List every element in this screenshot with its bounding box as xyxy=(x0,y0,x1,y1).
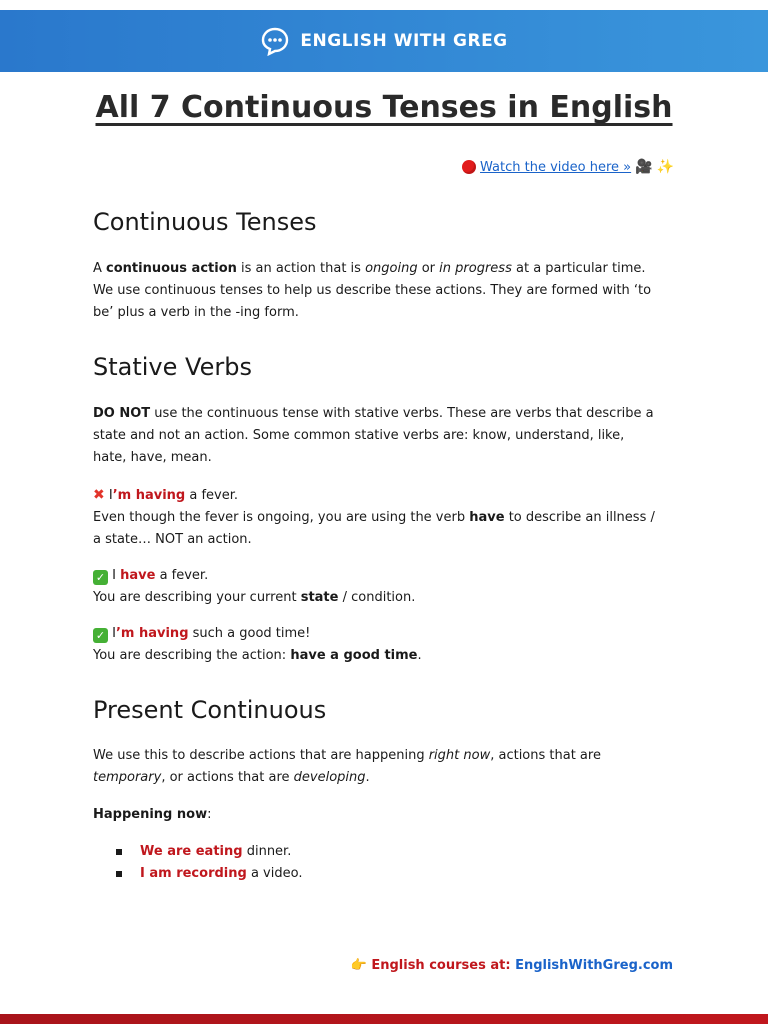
text: use the continuous tense with stative verbs. These are verbs that describe a xyxy=(150,406,654,421)
text: I xyxy=(108,568,121,583)
text: is an action that is xyxy=(236,261,366,276)
video-camera-icon: 🎥 xyxy=(635,159,653,175)
text-bold: Happening now xyxy=(93,807,208,822)
check-mark-icon: ✓ xyxy=(93,628,108,643)
subheading-happening-now xyxy=(93,804,678,826)
footer-courses xyxy=(351,958,673,973)
text-bold: have xyxy=(469,510,505,525)
chat-bubble-icon xyxy=(260,26,290,56)
text: : xyxy=(207,807,212,822)
text: I xyxy=(108,626,116,641)
footer-site-link[interactable]: EnglishWithGreg.com xyxy=(515,958,673,973)
text: . xyxy=(365,770,370,785)
text: a fever. xyxy=(185,488,239,503)
list-item xyxy=(93,841,678,863)
continuous-paragraph xyxy=(93,258,678,324)
present-paragraph xyxy=(93,745,678,789)
text-highlight: I am recording xyxy=(140,866,247,881)
text: You are describing your current xyxy=(93,590,301,605)
header-banner xyxy=(0,10,768,72)
video-link-row xyxy=(462,159,674,175)
text: a video. xyxy=(246,866,303,881)
example-correct-2 xyxy=(93,623,678,667)
example-incorrect xyxy=(93,484,678,551)
text: We use continuous tenses to help us describe these actions. They are formed with ‘to xyxy=(93,283,652,298)
text-highlight: have xyxy=(120,568,156,583)
sparkles-icon: ✨ xyxy=(656,159,674,175)
section-heading: Present Continuous xyxy=(93,696,327,724)
bullet-square-icon xyxy=(116,871,122,877)
text-bold: have a good time xyxy=(290,648,418,663)
text: a fever. xyxy=(155,568,209,583)
text-highlight: ’m having xyxy=(115,626,189,641)
text: at a particular time. xyxy=(511,261,646,276)
text: / condition. xyxy=(338,590,416,605)
text: or xyxy=(417,261,440,276)
page-title: All 7 Continuous Tenses in English xyxy=(95,90,673,125)
text: , actions that are xyxy=(490,748,601,763)
text-italic: in progress xyxy=(439,261,512,276)
bottom-bar xyxy=(0,1014,768,1024)
text: . xyxy=(417,648,422,663)
text-italic: temporary xyxy=(93,770,162,785)
text-highlight: We are eating xyxy=(140,844,243,859)
text: We use this to describe actions that are happening xyxy=(93,748,429,763)
section-heading: Stative Verbs xyxy=(93,353,252,381)
section-stative-verbs xyxy=(93,353,678,381)
text: A xyxy=(93,261,107,276)
text: Even though the fever is ongoing, you are using the verb xyxy=(93,510,470,525)
footer-label: English courses at: xyxy=(371,958,516,973)
text: state and not an action. Some common stative verbs are: know, understand, like, xyxy=(93,428,625,443)
red-circle-icon xyxy=(462,160,476,174)
text-italic: developing xyxy=(293,770,366,785)
example-correct-1 xyxy=(93,565,678,609)
text: You are describing the action: xyxy=(93,648,291,663)
stative-paragraph xyxy=(93,403,678,469)
watch-video-link[interactable]: Watch the video here » xyxy=(480,159,632,175)
pointing-hand-icon: 👉 xyxy=(350,958,367,973)
text-italic: right now xyxy=(428,748,491,763)
text: I xyxy=(104,488,113,503)
check-mark-icon: ✓ xyxy=(93,570,108,585)
cross-mark-icon: ✖ xyxy=(93,487,105,503)
brand-name: ENGLISH WITH GREG xyxy=(300,31,508,51)
section-continuous-tenses xyxy=(93,208,678,236)
bullet-square-icon xyxy=(116,849,122,855)
section-heading: Continuous Tenses xyxy=(93,208,317,236)
section-present-continuous xyxy=(93,696,678,724)
text-bold: state xyxy=(300,590,339,605)
text-italic: ongoing xyxy=(365,261,418,276)
list-item xyxy=(93,863,678,885)
text: such a good time! xyxy=(188,626,311,641)
text: hate, have, mean. xyxy=(93,450,212,465)
text-highlight: ’m having xyxy=(112,488,186,503)
bullet-list xyxy=(93,841,678,885)
text: to describe an illness / xyxy=(504,510,655,525)
text: , or actions that are xyxy=(161,770,294,785)
text: dinner. xyxy=(242,844,292,859)
text: a state… NOT an action. xyxy=(93,532,252,547)
text-bold: continuous action xyxy=(106,261,237,276)
text: be’ plus a verb in the -ing form. xyxy=(93,305,299,320)
text-bold: DO NOT xyxy=(93,406,151,421)
